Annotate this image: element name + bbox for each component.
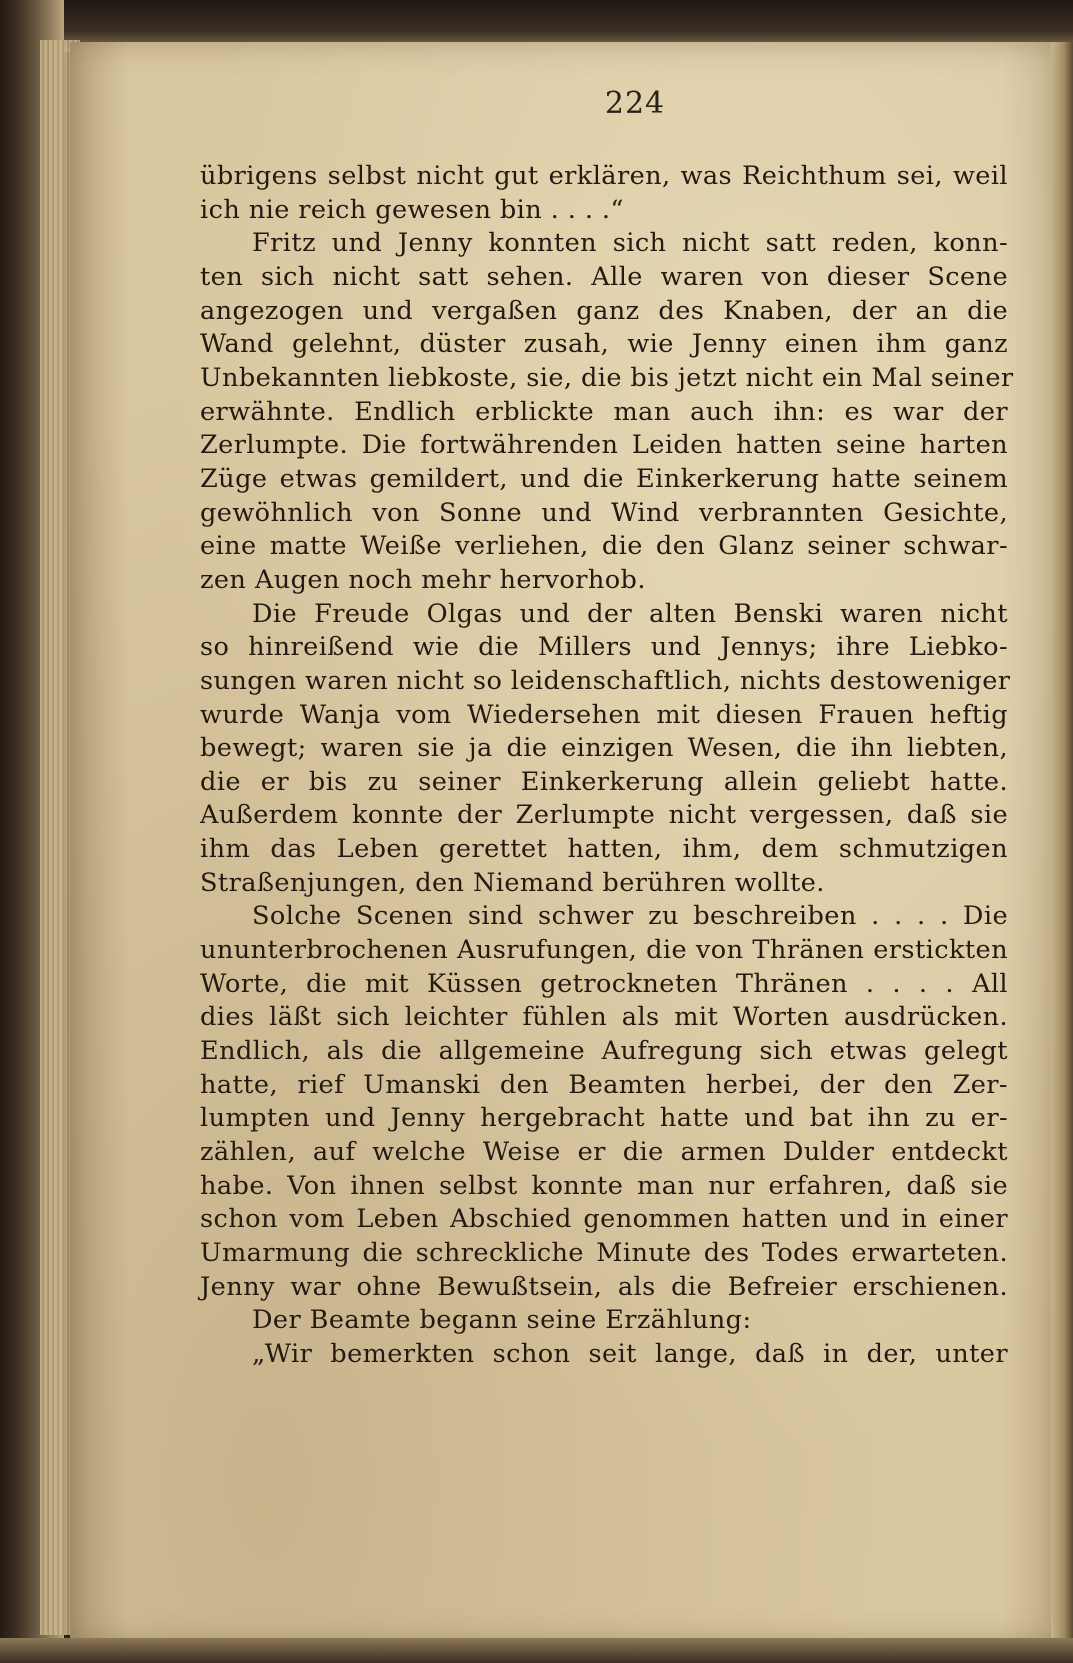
text-line: bewegt; waren sie ja die einzigen Wesen, die ihn liebten, [200,733,1008,764]
text-line: Wand gelehnt, düster zusah, wie Jenny einen ihm ganz [200,329,1008,360]
book-bottom-edge [0,1638,1073,1663]
text-line: die er bis zu seiner Einkerkerung allein geliebt hatte. [200,766,1008,797]
text-line: sungen waren nicht so leidenschaftlich, nichts destoweniger [200,665,1011,696]
text-line: hatte, rief Umanski den Beamten herbei, der den Zer- [200,1069,1008,1100]
text-line: „Wir bemerkten schon seit lange, daß in der, unter [252,1338,1008,1369]
text-line: Der Beamte begann seine Erzählung: [252,1305,752,1336]
text-line: Die Freude Olgas und der alten Benski waren nicht [252,598,1008,629]
body-text [200,160,1014,1372]
text-line: übrigens selbst nicht gut erklären, was Reichthum sei, weil [200,161,1008,191]
text-line: angezogen und vergaßen ganz des Knaben, der an die [200,295,1008,326]
text-line: Fritz und Jenny konnten sich nicht satt reden, konn- [252,228,1008,259]
text-line: gewöhnlich von Sonne und Wind verbrannten Gesichte, [200,497,1008,528]
text-line: zen Augen noch mehr hervorhob. [200,564,646,595]
text-line: Solche Scenen sind schwer zu beschreiben . . . . Die [252,901,1008,932]
page-number: 224 [604,86,666,121]
text-line: zählen, auf welche Weise er die armen Dulder entdeckt [200,1137,1008,1168]
text-line: Zerlumpte. Die fortwährenden Leiden hatten seine harten [200,430,1008,461]
text-line: Straßenjungen, den Niemand berühren wollte. [200,867,825,898]
text-line: Unbekannten liebkoste, sie, die bis jetzt nicht ein Mal seiner [200,362,1014,393]
text-line: ununterbrochenen Ausrufungen, die von Thränen erstickten [200,935,1008,966]
book-right-edge [1051,42,1073,1642]
text-line: schon vom Leben Abschied genommen hatten und in einer [200,1204,1008,1235]
text-line: so hinreißend wie die Millers und Jennys; ihre Liebko- [200,632,1008,663]
text-line: ich nie reich gewesen bin . . . .“ [200,194,624,225]
text-line: Umarmung die schreckliche Minute des Todes erwarteten. [200,1238,1008,1268]
text-line: ihm das Leben gerettet hatten, ihm, dem schmutzigen [200,834,1008,865]
text-line: Jenny war ohne Bewußtsein, als die Befreier erschienen. [200,1271,1008,1302]
text-line: Außerdem konnte der Zerlumpte nicht vergessen, daß sie [200,800,1008,831]
text-line: Züge etwas gemildert, und die Einkerkerung hatte seinem [200,463,1008,494]
text-line: habe. Von ihnen selbst konnte man nur erfahren, daß sie [200,1170,1008,1201]
text-line: Worte, die mit Küssen getrockneten Thränen . . . . All [200,968,1008,999]
text-line: Endlich, als die allgemeine Aufregung sich etwas gelegt [200,1036,1008,1067]
text-line: dies läßt sich leichter fühlen als mit Worten ausdrücken. [200,1002,1008,1033]
text-line: wurde Wanja vom Wiedersehen mit diesen Frauen heftig [200,699,1008,730]
text-line: erwähnte. Endlich erblickte man auch ihn: es war der [200,396,1008,427]
text-line: ten sich nicht satt sehen. Alle waren von dieser Scene [200,261,1008,292]
text-line: eine matte Weiße verliehen, die den Glanz seiner schwar- [200,531,1008,562]
text-line: lumpten und Jenny hergebracht hatte und bat ihn zu er- [200,1103,1008,1134]
